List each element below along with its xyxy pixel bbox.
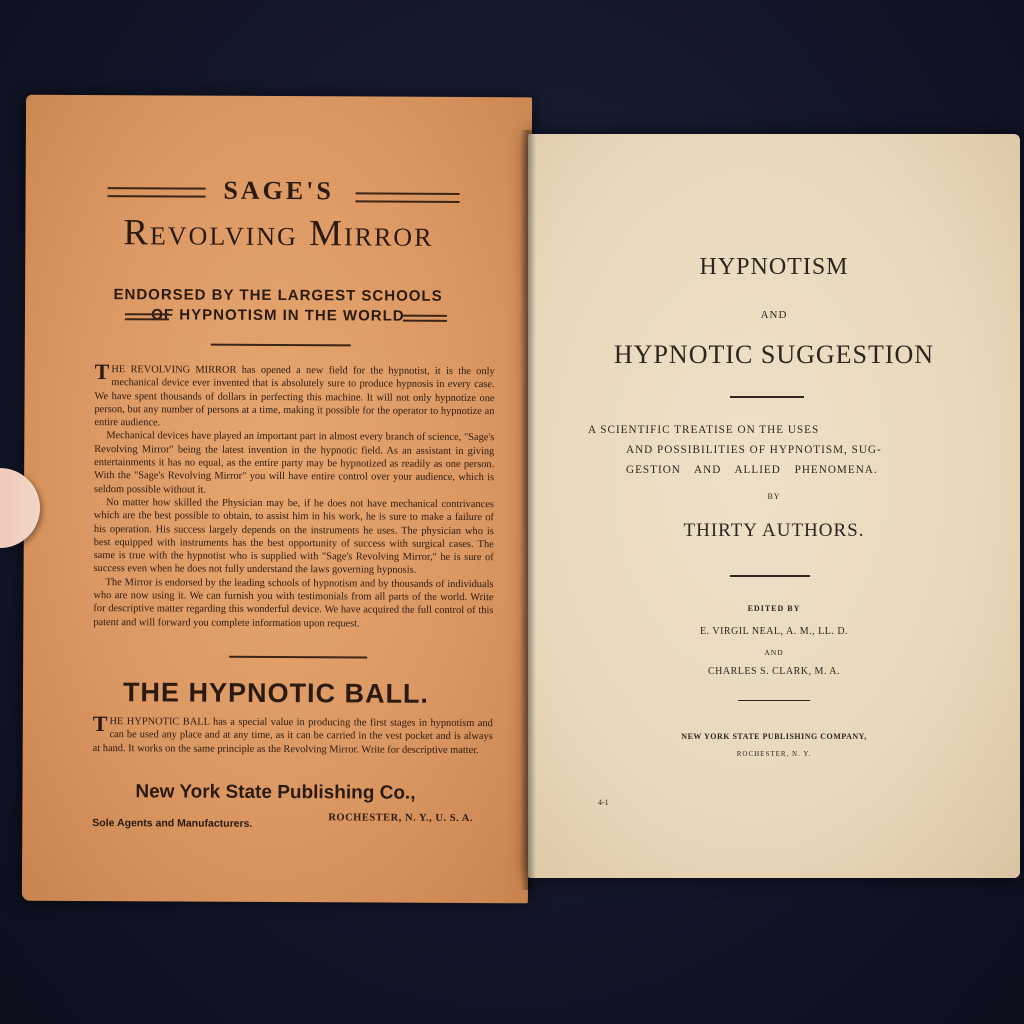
mirror-paragraph-1: [94, 359, 495, 432]
sole-agents: Sole Agents and Manufacturers.: [92, 817, 253, 830]
title-rule: [730, 396, 804, 398]
edited-by-label: EDITED BY: [747, 604, 801, 613]
by-label: BY: [767, 492, 781, 501]
endorsed-rule-right: [403, 315, 447, 322]
treatise-description: [588, 420, 958, 480]
ball-description: [92, 711, 493, 757]
signature-mark: 4-1: [598, 798, 609, 807]
ad-brand: SAGE'S: [223, 175, 334, 206]
mirror-dropcap: T: [94, 359, 110, 385]
ball-title: THE HYPNOTIC BALL.: [122, 677, 430, 709]
endorsement-line-1: ENDORSED BY THE LARGEST SCHOOLS: [113, 286, 443, 305]
authors-rule: [730, 575, 810, 577]
treatise-line-1: A SCIENTIFIC TREATISE ON THE USES: [588, 424, 820, 436]
ball-dropcap: T: [92, 711, 108, 737]
publisher-name: New York State Publishing Co.,: [135, 781, 416, 804]
mirror-paragraph-3: No matter how skilled the Physician may be, if he does not have mechanical contrivances which are the best possible to obtain, to assist him in his work, he is sure to make a failure of his operation. His success largely depends on the instruments he uses. The physician who is best equipped with instruments has the best opportunity of success with surgical cases. The same is true with the hypnotist who is supplied with "Sage's Revolving Mirror," he is sure of success even when he does not fully understand the laws governing hypnosis.: [93, 497, 495, 577]
ball-rule: [229, 656, 367, 659]
imprint-location: ROCHESTER, N. Y.: [736, 750, 812, 758]
book-gutter: [520, 130, 536, 890]
ball-description-text: HE HYPNOTIC BALL has a special value in producing the first stages in hypnotism and can be used any place and at any time, as it can be carried in the vest pocket and is always at hand. It works on the same principle as the Revolving Mirror. Write for descriptive matter.: [92, 716, 493, 756]
mirror-paragraph-4: The Mirror is endorsed by the leading schools of hypnotism and by thousands of individuals who are now using it. We can furnish you with testimonials from all parts of the world. Write for descriptive matter regarding this wonderful device. We have acquired the full control of this patent and will forward you complete information upon request.: [93, 576, 494, 630]
treatise-line-3: GESTION AND ALLIED PHENOMENA.: [626, 464, 878, 476]
book-subtitle: HYPNOTIC SUGGESTION: [613, 340, 935, 369]
treatise-line-2: AND POSSIBILITIES OF HYPNOTISM, SUG-: [626, 444, 882, 456]
section-rule: [211, 344, 351, 347]
endorsed-rule-left: [125, 313, 169, 320]
editor-2: CHARLES S. CLARK, M. A.: [707, 666, 841, 677]
book-title: HYPNOTISM: [699, 254, 849, 280]
editors-rule: [738, 700, 810, 701]
mirror-paragraph-1-text: HE REVOLVING MIRROR has opened a new field for the hypnotist, it is the only mechanical device ever invented that is absolutely sure to produce hypnosis in every case. We have spent thousands of dollars in perfecting this machine. It will not only hypnotize one person, but any number of persons at a time, making it possible for the operator to hypnotize an entire audience.: [94, 364, 495, 429]
mirror-paragraph-2: Mechanical devices have played an important part in almost every branch of science, "Sage's Revolving Mirror" being the latest invention in the hypnotic field. As an assistant in giving entertainments it has no equal, as the entire party may be hypnotized as readily as one person. With the "Sage's Revolving Mirror" you will have entire control over your audience, which is seldom possible without it.: [94, 430, 495, 496]
endorsement-line-2: OF HYPNOTISM IN THE WORLD: [151, 306, 405, 325]
editor-conjunction: AND: [764, 648, 784, 657]
editor-1: E. VIRGIL NEAL, A. M., LL. D.: [699, 626, 849, 637]
ad-endorsement: [25, 285, 531, 328]
publisher-location: ROCHESTER, N. Y., U. S. A.: [328, 812, 474, 825]
mirror-description: [93, 359, 495, 631]
left-page-advertisement: [22, 95, 532, 904]
title-conjunction: AND: [760, 309, 788, 321]
authors: THIRTY AUTHORS.: [683, 520, 865, 541]
ad-title: Revolving Mirror: [123, 212, 434, 255]
right-page-title: [528, 134, 1020, 878]
imprint-publisher: NEW YORK STATE PUBLISHING COMPANY,: [681, 732, 867, 741]
